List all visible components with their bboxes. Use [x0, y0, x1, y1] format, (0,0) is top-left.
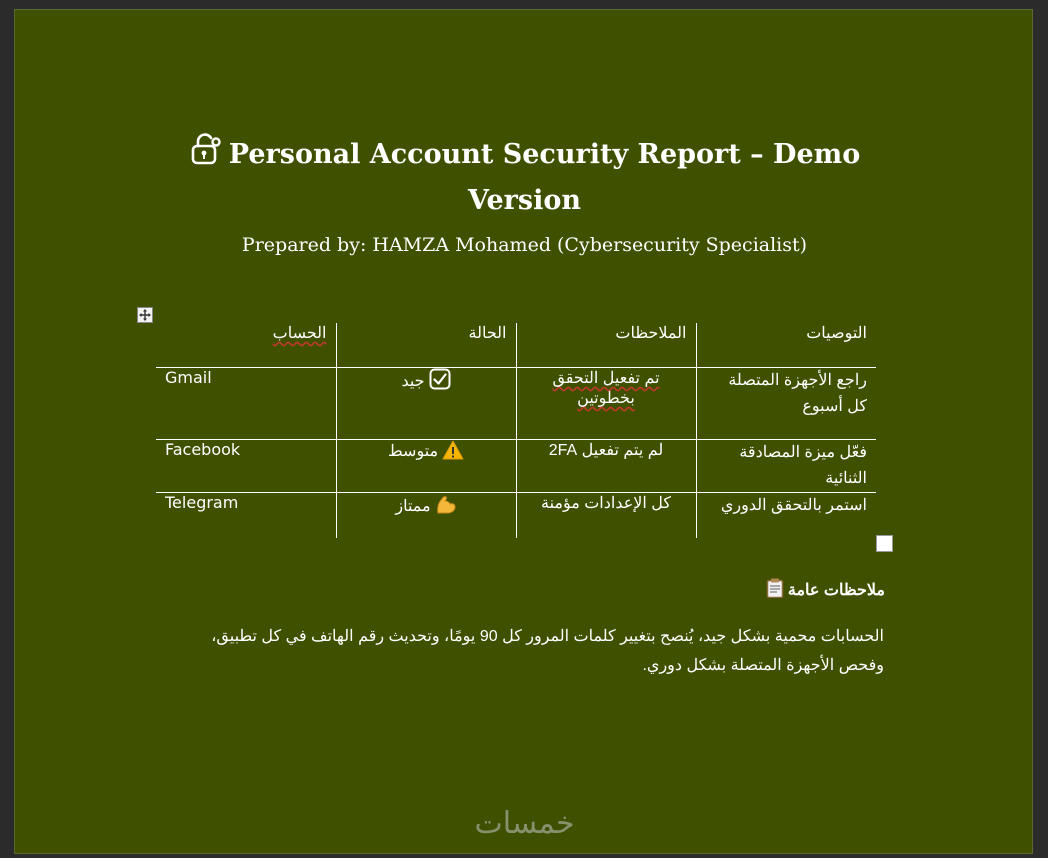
cell-notes: لم يتم تفعيل 2FA [516, 440, 696, 493]
header-status [336, 323, 516, 368]
general-notes-heading [615, 578, 885, 603]
cell-status [336, 440, 516, 493]
cell-notes [516, 368, 696, 440]
table-header-row [156, 323, 876, 368]
clipboard-icon [766, 578, 784, 603]
document-title [15, 132, 1034, 222]
table-row [156, 493, 876, 539]
cell-account: Gmail [156, 368, 336, 440]
document-subtitle: Prepared by: HAMZA Mohamed (Cybersecurity Specialist) [241, 234, 808, 256]
header-recommendations-label: التوصيات [806, 325, 867, 342]
header-notes-label: الملاحظات [615, 325, 687, 342]
cell-recommendation: فعّل ميزة المصادقة الثنائية [696, 440, 876, 493]
status-label: متوسط [387, 443, 439, 460]
status-label: ممتاز [395, 498, 431, 515]
header-status-label: الحالة [468, 325, 507, 342]
watermark-logo: خمسات [474, 806, 575, 841]
table-resize-handle[interactable] [876, 535, 893, 552]
warning-icon [442, 440, 464, 465]
cell-account: Facebook [156, 440, 336, 493]
title-line-2: Version [468, 185, 581, 216]
notes-text: تم تفعيل التحقق بخطوتين [552, 370, 660, 407]
security-table [156, 323, 876, 538]
status-label: جيد [401, 373, 425, 390]
header-notes [516, 323, 696, 368]
header-account [156, 323, 336, 368]
header-recommendations [696, 323, 876, 368]
cell-status [336, 368, 516, 440]
title-line-1: Personal Account Security Report – Demo [228, 139, 861, 170]
document-page [14, 9, 1033, 854]
table-row [156, 440, 876, 493]
table-row [156, 368, 876, 440]
header-account-label: الحساب [272, 325, 327, 342]
general-notes-body: الحسابات محمية بشكل جيد، يُنصح بتغيير كلمات المرور كل 90 يومًا، وتحديث رقم الهاتف في كل تطبيق، وفحص الأجهزة المتصلة بشكل دوري. [211, 628, 884, 674]
cell-recommendation: راجع الأجهزة المتصلة كل أسبوع [696, 368, 876, 440]
table-move-handle-icon[interactable] [137, 307, 153, 323]
cell-notes: كل الإعدادات مؤمنة [516, 493, 696, 539]
general-notes-heading-text: ملاحظات عامة [787, 582, 885, 599]
cell-recommendation: استمر بالتحقق الدوري [696, 493, 876, 539]
check-box-icon [429, 368, 451, 395]
cell-account: Telegram [165, 493, 239, 512]
flexed-biceps-icon [435, 493, 457, 520]
lock-icon [189, 132, 223, 179]
cell-status [336, 493, 516, 539]
